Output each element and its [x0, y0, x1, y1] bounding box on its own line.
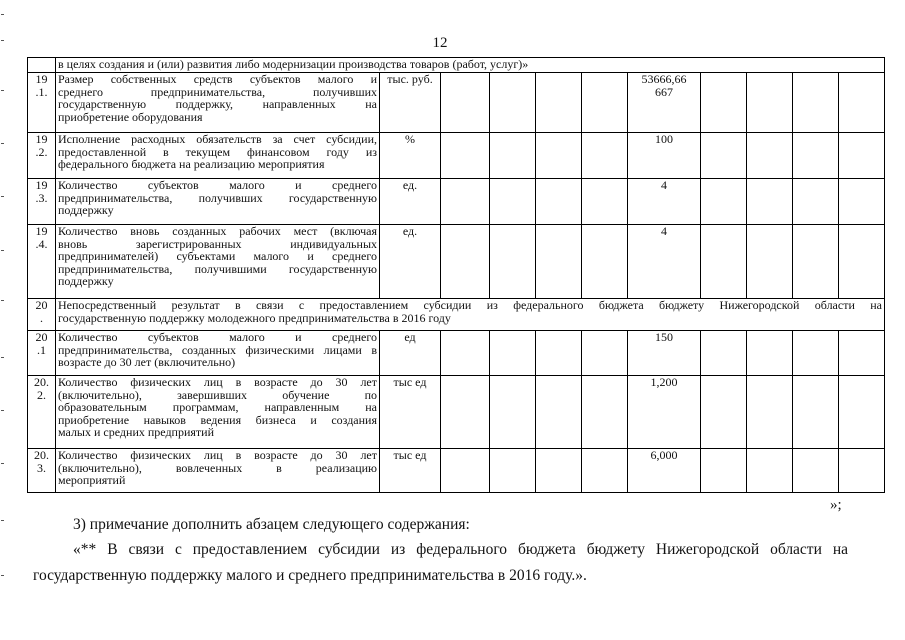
indicator-value	[628, 225, 701, 299]
empty-cell	[441, 133, 490, 179]
text-line: .1.	[35, 84, 48, 99]
empty-cell	[793, 73, 839, 133]
empty-cell	[793, 133, 839, 179]
empty-cell	[536, 331, 582, 376]
empty-cell	[441, 225, 490, 299]
empty-cell	[490, 449, 536, 493]
text-line: 2.	[37, 387, 46, 402]
text-line: предпринимательства, получивших государственную	[58, 190, 377, 205]
empty-cell	[441, 179, 490, 225]
indicator-value	[628, 179, 701, 225]
page-number: 12	[432, 35, 448, 51]
empty-cell	[839, 73, 885, 133]
text-line: 53666,66	[641, 72, 687, 86]
empty-cell	[793, 225, 839, 299]
unit-of-measure: ед	[380, 331, 441, 376]
empty-cell	[839, 225, 885, 299]
indicator-description	[56, 133, 380, 179]
text-line: 4	[661, 224, 667, 238]
row-number	[28, 376, 56, 449]
indicator-description	[56, 376, 380, 449]
text-line: .3.	[35, 190, 48, 205]
text-line: образовательным программам, направленным на	[58, 400, 377, 414]
empty-cell	[701, 133, 747, 179]
indicator-value	[628, 73, 701, 133]
empty-cell	[582, 225, 628, 299]
empty-cell	[747, 376, 793, 449]
table-row	[28, 133, 885, 179]
text-line: 3.	[37, 460, 46, 475]
empty-cell	[839, 133, 885, 179]
table-row	[28, 449, 885, 493]
empty-cell	[490, 331, 536, 376]
empty-cell	[582, 376, 628, 449]
text-line: 19	[35, 72, 48, 86]
table-row	[28, 73, 885, 133]
empty-cell	[441, 449, 490, 493]
text-line: Непосредственный результат в связи с предоставлением субсидии из федерального бюджета бюджету Нижегородской области на	[58, 298, 882, 312]
row-number	[28, 225, 56, 299]
amendment-paragraph: 3) примечание дополнить абзацем следующего содержания:	[73, 516, 470, 533]
indicators-table	[27, 57, 885, 493]
unit-of-measure: тыс ед	[380, 376, 441, 449]
empty-cell	[701, 73, 747, 133]
empty-cell	[490, 376, 536, 449]
text-line: предоставленной в текущем финансовом году из	[58, 144, 377, 159]
text-line: государственную поддержку, направленных на	[58, 97, 377, 111]
text-line: государственную поддержку молодежного предпринимательства в 2016 году	[58, 310, 451, 325]
text-line: Исполнение расходных обязательств за счет субсидии,	[58, 132, 377, 146]
indicator-description	[56, 73, 380, 133]
text-line: 667	[655, 84, 673, 99]
text-line: среднего предпринимательства, получивших	[58, 84, 377, 99]
empty-cell	[582, 331, 628, 376]
text-line: 1,200	[650, 375, 678, 389]
empty-cell	[839, 331, 885, 376]
text-line: приобретение оборудования	[58, 109, 203, 124]
empty-cell	[747, 179, 793, 225]
text-line: Количество субъектов малого и среднего	[58, 330, 377, 344]
text-line: 20.	[34, 448, 49, 462]
text-line: Количество субъектов малого и среднего	[58, 178, 377, 192]
row-number	[28, 179, 56, 225]
text-line: Количество физических лиц в возрасте до 30 лет	[58, 375, 377, 389]
text-line: предпринимательства, созданных физическими лицами в	[58, 342, 377, 357]
row-number	[28, 449, 56, 493]
text-line: .4.	[35, 236, 48, 251]
empty-cell	[536, 449, 582, 493]
quoted-note-line-2: государственную поддержку малого и среднего предпринимательства в 2016 году.».	[33, 567, 587, 584]
text-line: Количество физических лиц в возрасте до 30 лет	[58, 448, 377, 462]
text-line: предпринимателей) субъектами малого и среднего	[58, 249, 377, 263]
indicator-description	[56, 179, 380, 225]
row-number-cell	[28, 58, 56, 73]
unit-of-measure: ед.	[380, 179, 441, 225]
text-line: .	[40, 310, 43, 325]
indicator-description	[56, 225, 380, 299]
empty-cell	[701, 331, 747, 376]
empty-cell	[441, 376, 490, 449]
text-line: возрасте до 30 лет (включительно)	[58, 355, 236, 369]
table-row	[28, 331, 885, 376]
empty-cell	[536, 225, 582, 299]
text-line: мероприятий	[58, 473, 126, 487]
empty-cell	[747, 449, 793, 493]
text-line: (включительно), вовлеченных в реализацию	[58, 460, 377, 475]
table-row	[28, 225, 885, 299]
empty-cell	[490, 179, 536, 225]
empty-cell	[793, 331, 839, 376]
empty-cell	[747, 225, 793, 299]
unit-of-measure: тыс. руб.	[380, 73, 441, 133]
empty-cell	[701, 225, 747, 299]
indicator-value	[628, 449, 701, 493]
section-20-heading	[56, 299, 885, 331]
text-line: Размер собственных средств субъектов малого и	[58, 72, 377, 86]
text-line: 150	[655, 330, 673, 344]
table-row	[28, 376, 885, 449]
empty-cell	[701, 179, 747, 225]
unit-of-measure: тыс ед	[380, 449, 441, 493]
text-line: малых и средних предприятий	[58, 425, 215, 439]
text-line: 20	[35, 330, 48, 344]
empty-cell	[747, 133, 793, 179]
text-line: 19	[35, 132, 48, 146]
empty-cell	[536, 73, 582, 133]
indicator-value	[628, 376, 701, 449]
quoted-note-line-1: «** В связи с предоставлением субсидии из федерального бюджета бюджету Нижегородской области на	[73, 541, 848, 558]
text-line: (включительно), завершивших обучение по	[58, 387, 377, 402]
empty-cell	[582, 73, 628, 133]
indicator-value	[628, 331, 701, 376]
text-line: 20	[35, 298, 48, 312]
empty-cell	[747, 73, 793, 133]
empty-cell	[441, 331, 490, 376]
empty-cell	[839, 449, 885, 493]
empty-cell	[793, 449, 839, 493]
row-number	[28, 331, 56, 376]
continuation-text: в целях создания и (или) развития либо модернизации производства товаров (работ, услуг)»	[56, 58, 885, 73]
indicator-description	[56, 449, 380, 493]
empty-cell	[747, 331, 793, 376]
empty-cell	[490, 133, 536, 179]
empty-cell	[793, 179, 839, 225]
empty-cell	[536, 179, 582, 225]
text-line: 100	[655, 132, 673, 146]
indicator-description	[56, 331, 380, 376]
empty-cell	[793, 376, 839, 449]
empty-cell	[701, 376, 747, 449]
empty-cell	[536, 133, 582, 179]
unit-of-measure: ед.	[380, 225, 441, 299]
empty-cell	[441, 73, 490, 133]
section-20-row	[28, 299, 885, 331]
text-line: вновь зарегистрированных индивидуальных	[58, 236, 377, 251]
scan-margin-marks	[0, 0, 6, 640]
empty-cell	[490, 73, 536, 133]
unit-of-measure: %	[380, 133, 441, 179]
text-line: 19	[35, 178, 48, 192]
text-line: Количество вновь созданных рабочих мест (включая	[58, 224, 377, 238]
empty-cell	[839, 179, 885, 225]
text-line: приобретение навыков ведения бизнеса и создания	[58, 412, 377, 427]
text-line: предпринимательства, получившими государственную	[58, 261, 377, 276]
row-number	[28, 133, 56, 179]
row-number	[28, 299, 56, 331]
table-row-continuation	[28, 58, 885, 73]
text-line: 6,000	[650, 448, 678, 462]
empty-cell	[701, 449, 747, 493]
table-row	[28, 179, 885, 225]
text-line: поддержку	[58, 274, 114, 288]
text-line: 19	[35, 224, 48, 238]
text-line: .2.	[35, 144, 48, 159]
empty-cell	[490, 225, 536, 299]
text-line: поддержку	[58, 203, 114, 217]
empty-cell	[582, 133, 628, 179]
row-number	[28, 73, 56, 133]
empty-cell	[582, 449, 628, 493]
indicator-value	[628, 133, 701, 179]
text-line: 20.	[34, 375, 49, 389]
text-line: федерального бюджета на реализацию мероприятия	[58, 157, 325, 171]
table-closing-quote: »;	[830, 497, 842, 513]
empty-cell	[582, 179, 628, 225]
text-line: 4	[661, 178, 667, 192]
text-line: .1	[37, 342, 46, 357]
empty-cell	[536, 376, 582, 449]
empty-cell	[839, 376, 885, 449]
